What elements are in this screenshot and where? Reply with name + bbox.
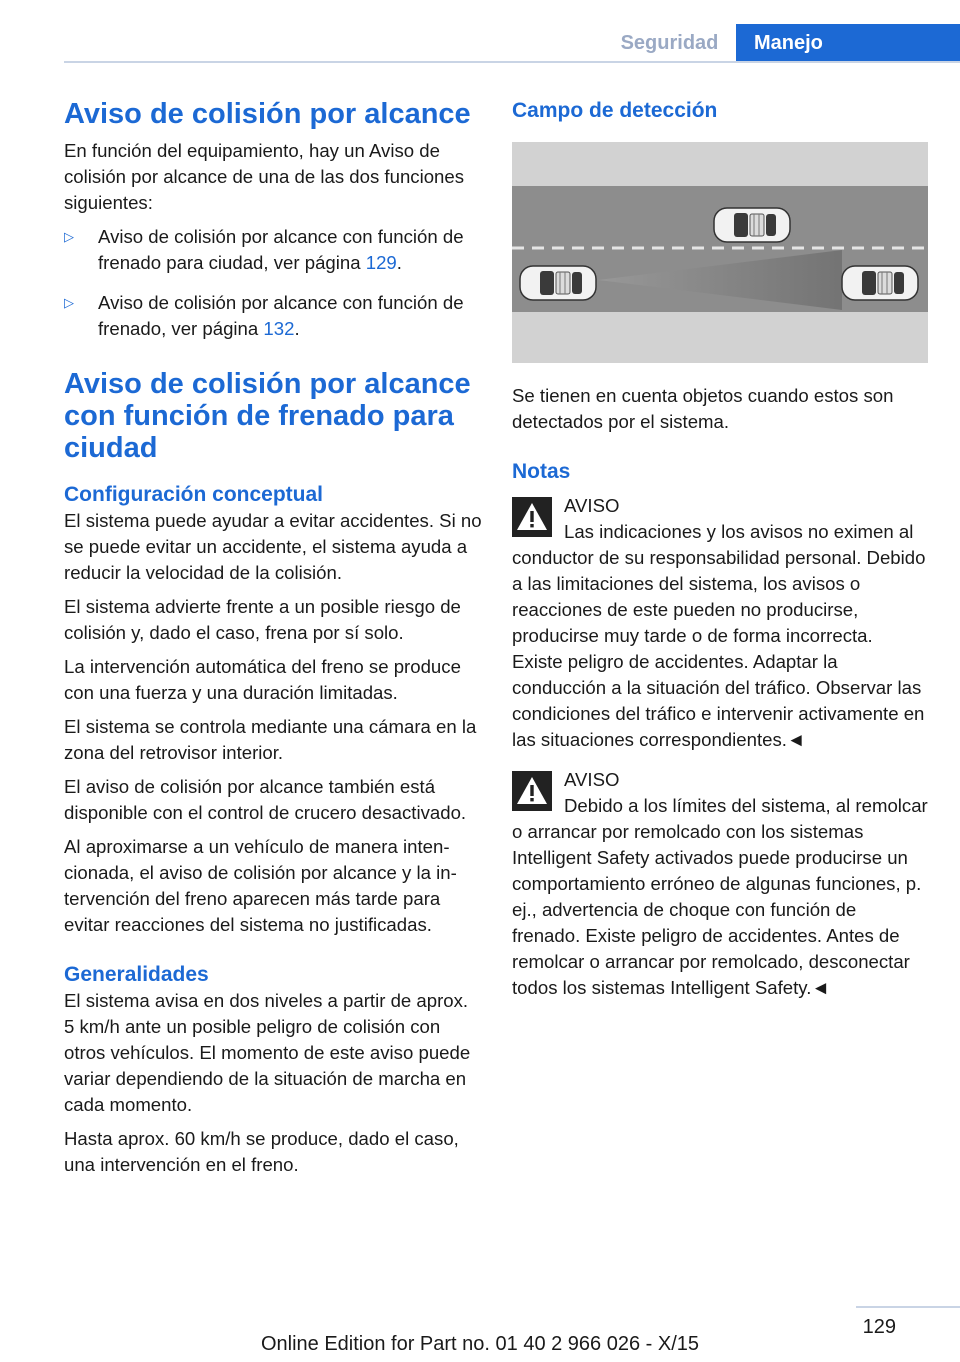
paragraph: La intervención automática del freno se produce con una fuerza y una duración limitadas. (64, 656, 461, 703)
warning-label: AVISO (564, 769, 620, 790)
list-item-end: . (396, 252, 402, 273)
page-number: 129 (862, 1316, 896, 1338)
paragraph: El sistema puede ayudar a evitar accidentes. Si no se puede evitar un accidente, el sistema ayuda a reducir la velocidad de la colisión. (64, 510, 482, 583)
list-item-end: . (294, 318, 300, 339)
warning-triangle-icon (512, 771, 552, 811)
detection-field-illustration (512, 142, 928, 363)
paragraph: El aviso de colisión por alcance también está disponible con el control de crucero desactivado. (64, 776, 467, 823)
function-list (64, 224, 482, 342)
paragraph: El sistema advierte frente a un posible riesgo de colisión y, dado el caso, frena por sí solo. (64, 596, 461, 643)
road-diagram (512, 142, 928, 363)
header-rule (64, 61, 960, 63)
list-item-text: Aviso de colisión por alcance con función de frenado para ciudad, ver página (98, 226, 464, 273)
car-own (520, 266, 596, 300)
paragraph: El sistema avisa en dos niveles a partir de aprox. 5 km/h ante un posible peligro de colisión con otros vehículos. El momento de este aviso puede variar dependiendo de la situación de marcha en cada momento. (64, 990, 471, 1115)
intro-paragraph: En función del equipamiento, hay un Aviso de colisión por alcance de una de las dos funciones siguientes: (64, 140, 465, 213)
car-ahead (842, 266, 918, 300)
general-section (64, 988, 482, 1178)
list-item (64, 290, 482, 342)
warning-text: Debido a los límites del sistema, al remolcar o arrancar por remolcado con los sistemas Intelligent Safety activados puede producirse un comportamiento erróneo de algunas funciones, p. ej., advertencia de choque con función de frenado. Existe peligro de accidentes. Antes de remolcar o arrancar por remolcado, desconectar todos los sistemas Intelligent Safety.◄ (512, 795, 928, 998)
warning-block (512, 493, 928, 753)
triangle-bullet-icon: ▷ (64, 229, 74, 244)
heading-generalidades: Generalidades (64, 963, 209, 986)
warning-text: Las indicaciones y los avisos no eximen al conductor de su responsabilidad personal. Debido a las limitaciones del sistema, los avisos o reacciones de este pueden no producirse, producirse muy tarde o de forma incorrecta. Existe peligro de accidentes. Adaptar la conducción a la situación del tráfico. Observar las condiciones del tráfico e intervenir activamente en las situaciones correspondientes.◄ (512, 521, 926, 750)
warning-label: AVISO (564, 495, 620, 516)
paragraph: Hasta aprox. 60 km/h se produce, dado el caso, una intervención en el freno. (64, 1128, 459, 1175)
warning-triangle-icon (512, 497, 552, 537)
campo-paragraph: Se tienen en cuenta objetos cuando estos son detectados por el sistema. (512, 385, 894, 432)
edition-footer: Online Edition for Part no. 01 40 2 966 026 - X/15 (260, 1333, 700, 1355)
heading-frenado-ciudad: Aviso de colisión por alcance con función de frenado para ciudad (64, 368, 471, 464)
footer-rule (856, 1306, 960, 1308)
paragraph: Al aproximarse a un vehículo de manera intencionada, el aviso de colisión por alcance y la intervención del freno aparecen más tarde para evitar reacciones del sistema no justificadas. (64, 836, 457, 935)
right-column (512, 98, 928, 1015)
header-bar (0, 0, 960, 62)
page-link-132[interactable]: 132 (263, 318, 295, 339)
list-item (64, 224, 482, 276)
tab-manejo[interactable]: Manejo (736, 24, 960, 62)
list-item-text: Aviso de colisión por alcance con función de frenado, ver página (98, 292, 464, 339)
car-other-lane (714, 208, 790, 242)
paragraph: El sistema se controla mediante una cámara en la zona del retrovisor interior. (64, 716, 477, 763)
heading-campo-deteccion: Campo de detección (512, 99, 718, 122)
heading-aviso-colision: Aviso de colisión por alcance (64, 98, 471, 130)
heading-configuracion: Configuración conceptual (64, 483, 324, 506)
left-column (64, 98, 482, 1186)
config-section (64, 508, 482, 938)
heading-notas: Notas (512, 460, 571, 483)
page-link-129[interactable]: 129 (365, 252, 397, 273)
tab-seguridad[interactable]: Seguridad (620, 31, 719, 54)
triangle-bullet-icon: ▷ (64, 295, 74, 310)
warning-block (512, 767, 928, 1001)
